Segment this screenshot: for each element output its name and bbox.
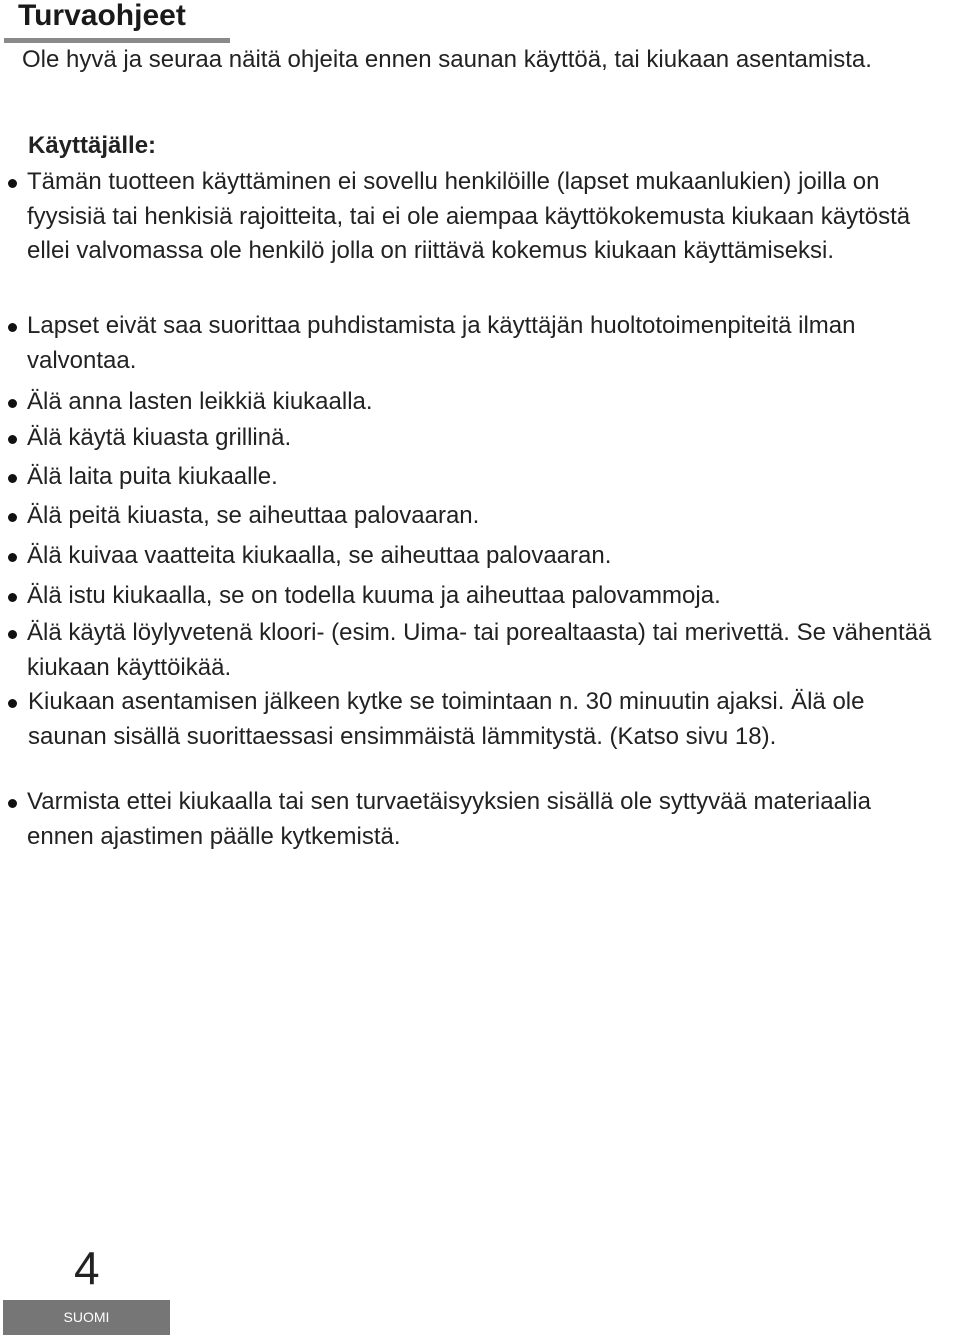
bullet-icon [8, 699, 17, 708]
list-item-text: Älä kuivaa vaatteita kiukaalla, se aiheuttaa palovaaran. [27, 542, 612, 569]
bullet-icon [8, 593, 17, 602]
bullet-icon [8, 513, 17, 522]
bullet-icon [8, 179, 17, 188]
bullet-icon [8, 474, 17, 483]
section-heading: Käyttäjälle: [28, 132, 157, 159]
list-item-text: Lapset eivät saa suorittaa puhdistamista ja käyttäjän huoltotoimenpiteitä ilman valvontaa. [27, 312, 856, 374]
page-title: Turvaohjeet [18, 0, 186, 32]
bullet-icon [8, 323, 17, 332]
intro-paragraph: Ole hyvä ja seuraa näitä ohjeita ennen saunan käyttöä, tai kiukaan asentamista. [22, 46, 872, 73]
list-item-text: Älä peitä kiuasta, se aiheuttaa palovaaran. [27, 502, 480, 529]
list-item-text: Älä anna lasten leikkiä kiukaalla. [27, 388, 373, 415]
list-item-text: Älä käytä kiuasta grillinä. [27, 424, 292, 451]
list-item-text: Tämän tuotteen käyttäminen ei sovellu henkilöille (lapset mukaanlukien) joilla on fyysisiä tai henkisiä rajoitteita, tai ei ole aiempaa käyttökokemusta kiukaan käytöstä ellei valvomassa ole henkilö jolla on riittävä kokemus kiukaan käyttämiseksi. [27, 168, 911, 265]
bullet-icon [8, 435, 17, 444]
bullet-icon [8, 553, 17, 562]
list-item-text: Älä laita puita kiukaalle. [27, 463, 278, 490]
list-item-text: Kiukaan asentamisen jälkeen kytke se toimintaan n. 30 minuutin ajaksi. Älä ole saunan sisällä suorittaessasi ensimmäistä lämmitystä. (Katso sivu 18). [28, 688, 865, 750]
list-item-text: Älä käytä löylyvetenä kloori- (esim. Uima- tai porealtaasta) tai merivettä. Se vähentää kiukaan käyttöikää. [27, 619, 932, 681]
list-item-text: Älä istu kiukaalla, se on todella kuuma ja aiheuttaa palovammoja. [27, 582, 721, 609]
page-number: 4 [74, 1242, 100, 1294]
list-item-text: Varmista ettei kiukaalla tai sen turvaetäisyyksien sisällä ole syttyvää materiaalia ennen ajastimen päälle kytkemistä. [27, 788, 871, 850]
bullet-icon [8, 799, 17, 808]
language-tab: SUOMI [3, 1300, 170, 1335]
bullet-icon [8, 399, 17, 408]
bullet-icon [8, 630, 17, 639]
